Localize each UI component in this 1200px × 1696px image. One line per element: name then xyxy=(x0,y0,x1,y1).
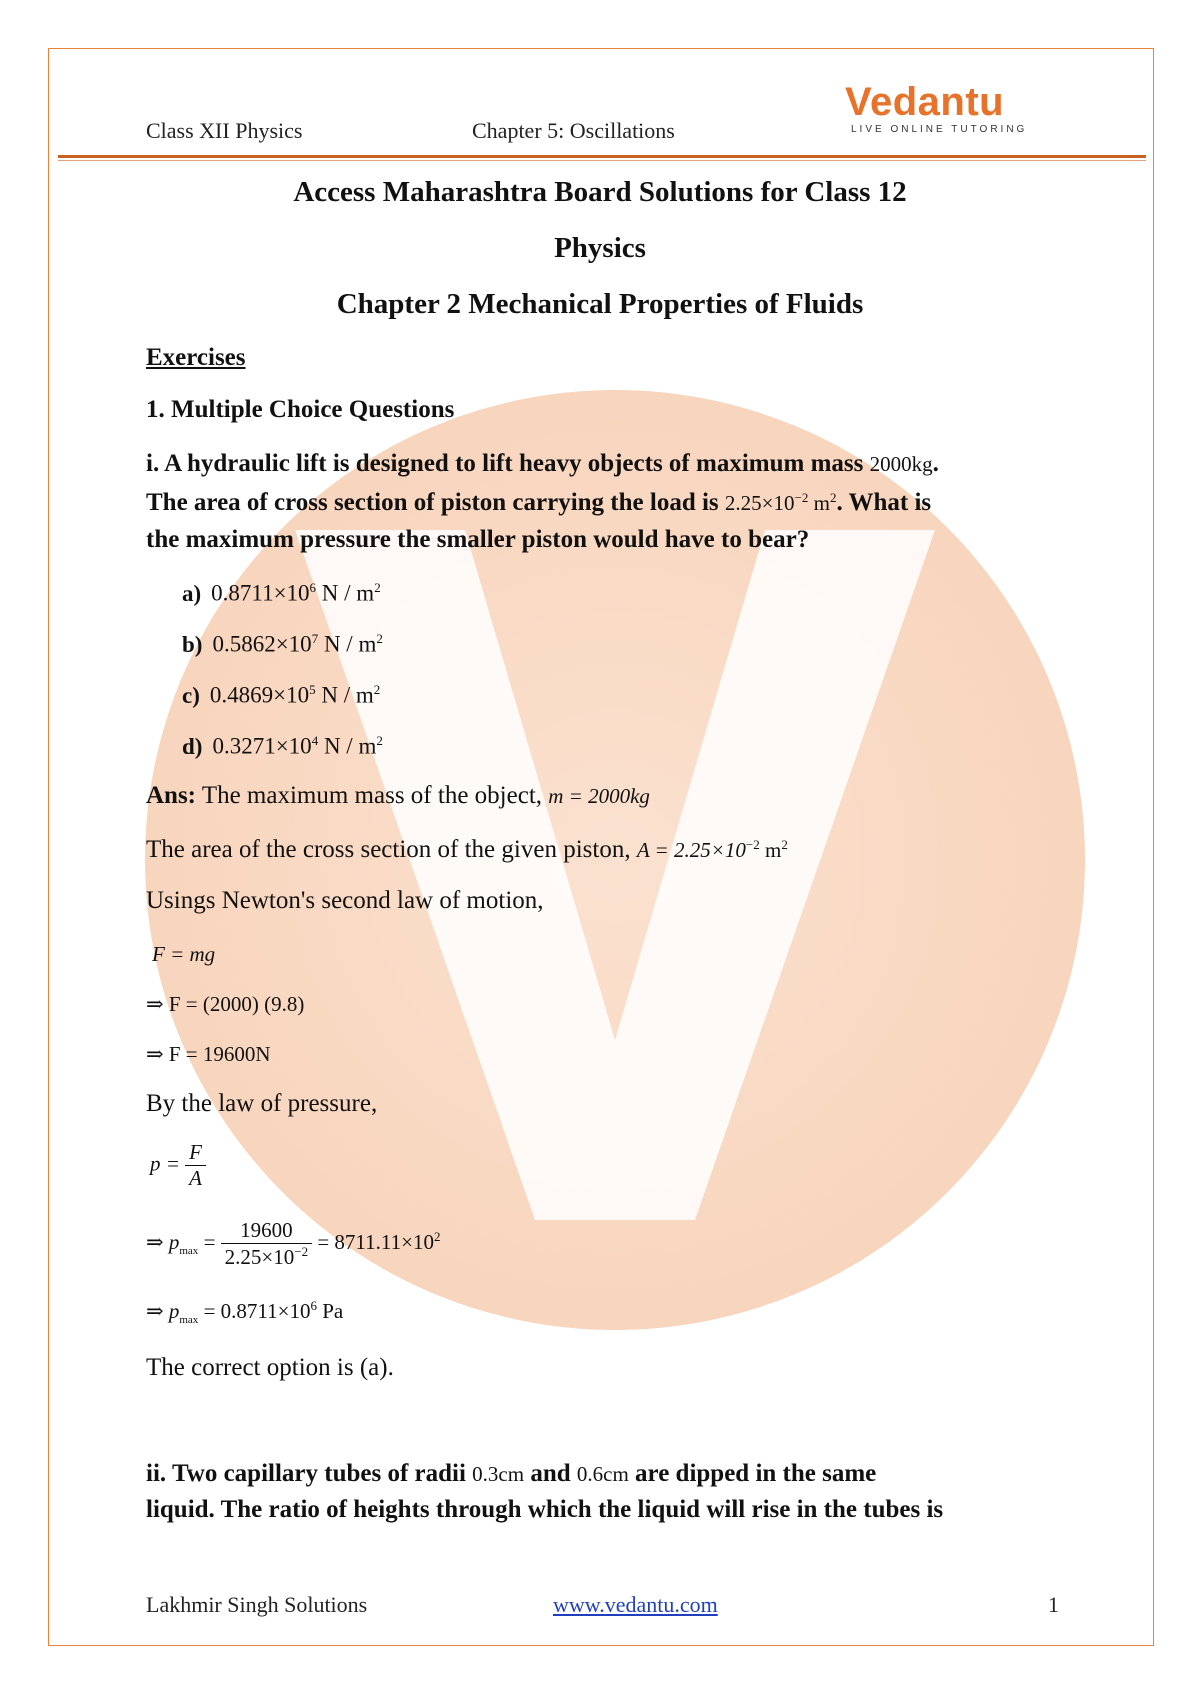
option-label: d) xyxy=(182,733,203,759)
header-class: Class XII Physics xyxy=(146,118,303,143)
footer-link[interactable]: www.vedantu.com xyxy=(553,1592,718,1617)
pmax-fraction xyxy=(221,1218,312,1270)
q1-mass: 2000kg xyxy=(869,452,933,476)
q2-part-2: and xyxy=(524,1460,577,1487)
header-chapter: Chapter 5: Oscillations xyxy=(472,118,675,143)
pmax-den-exp: −2 xyxy=(294,1244,309,1259)
section-heading: Exercises xyxy=(146,344,246,371)
area-text: The area of the cross section of the given piston, xyxy=(146,836,637,863)
option-unit-exp: 2 xyxy=(374,580,381,595)
pmax-numerator: 19600 xyxy=(221,1218,312,1244)
final-prefix: ⇒ p xyxy=(146,1299,180,1323)
pressure-law-line: By the law of pressure, xyxy=(146,1090,378,1117)
page-number: 1 xyxy=(1048,1592,1059,1617)
option-value: 0.3271×10 xyxy=(212,733,312,759)
option-unit: N / m xyxy=(323,733,377,759)
logo-tagline: LIVE ONLINE TUTORING xyxy=(851,124,1028,135)
area-unit: m xyxy=(759,838,782,862)
question-1-line-2 xyxy=(146,489,931,517)
option-unit-exp: 2 xyxy=(376,733,383,748)
q1-text-2-end: . What is xyxy=(836,489,932,516)
option-exp: 7 xyxy=(311,631,319,646)
pressure-denominator: A xyxy=(189,1166,202,1190)
q2-radius-2: 0.6cm xyxy=(576,1462,629,1486)
answer-label: Ans: xyxy=(146,782,197,809)
question-1-line-1 xyxy=(146,450,939,478)
option-value: 0.5862×10 xyxy=(212,631,312,657)
option-label: b) xyxy=(182,631,203,657)
question-2-line-2: liquid. The ratio of heights through which the liquid will rise in the tubes is xyxy=(146,1496,944,1523)
q2-part-1: ii. Two capillary tubes of radii xyxy=(146,1460,473,1487)
pmax-final xyxy=(146,1298,343,1326)
option-unit: N / m xyxy=(323,631,377,657)
equation-1: F = mg xyxy=(152,942,216,966)
option-unit: N / m xyxy=(321,682,374,708)
pmax-denominator: 2.25×10 xyxy=(224,1245,295,1269)
equation-2: ⇒ F = (2000) (9.8) xyxy=(146,992,305,1016)
answer-area-line xyxy=(146,836,788,864)
question-2-line-1 xyxy=(146,1460,876,1488)
q1-area: 2.25×10 xyxy=(724,491,795,515)
header-rule xyxy=(58,155,1146,158)
footer-left: Lakhmir Singh Solutions xyxy=(146,1592,368,1617)
final-sub: max xyxy=(179,1314,199,1327)
pressure-lhs: p = xyxy=(150,1151,180,1176)
pmax-eq: = xyxy=(198,1229,216,1254)
option-b xyxy=(182,631,383,658)
area-unit-exp: 2 xyxy=(781,837,788,852)
area-exp: −2 xyxy=(745,837,760,852)
header-rule-thin xyxy=(58,160,1146,161)
answer-line-1 xyxy=(146,782,650,810)
conclusion-line: The correct option is (a). xyxy=(146,1354,394,1381)
q1-area-unit-exp: 2 xyxy=(829,490,837,505)
option-exp: 6 xyxy=(309,580,317,595)
title-line-2: Physics xyxy=(554,232,646,264)
logo-word: Vedantu xyxy=(845,80,1005,124)
q2-part-3: are dipped in the same xyxy=(628,1460,877,1487)
pmax-prefix: ⇒ p xyxy=(146,1229,180,1254)
pressure-formula xyxy=(150,1140,206,1191)
option-c xyxy=(182,682,380,709)
final-unit: Pa xyxy=(316,1299,344,1323)
area-value: A = 2.25×10 xyxy=(636,838,746,862)
final-exp: 6 xyxy=(310,1298,317,1313)
option-label: c) xyxy=(182,682,200,708)
option-unit-exp: 2 xyxy=(376,631,383,646)
q1-area-exp: −2 xyxy=(794,490,809,505)
q2-radius-1: 0.3cm xyxy=(472,1462,525,1486)
q1-text-1: i. A hydraulic lift is designed to lift heavy objects of maximum mass xyxy=(146,450,864,477)
option-unit: N / m xyxy=(321,580,375,606)
pressure-fraction xyxy=(185,1140,206,1191)
option-d xyxy=(182,733,383,760)
option-value: 0.8711×10 xyxy=(211,580,310,606)
subsection-heading: 1. Multiple Choice Questions xyxy=(146,396,455,423)
answer-mass: m = 2000kg xyxy=(548,784,650,808)
pmax-calculation xyxy=(146,1218,440,1270)
option-value: 0.4869×10 xyxy=(209,682,310,708)
option-label: a) xyxy=(182,580,202,606)
title-line-1: Access Maharashtra Board Solutions for Class 12 xyxy=(293,176,907,208)
q1-text-2: The area of cross section of piston carrying the load is xyxy=(146,489,719,516)
pmax-sub: max xyxy=(179,1245,199,1257)
vedantu-logo xyxy=(845,82,1055,135)
pmax-result-exp: 2 xyxy=(433,1228,441,1244)
pmax-result: = 8711.11×10 xyxy=(317,1229,434,1254)
equation-3: ⇒ F = 19600N xyxy=(146,1042,271,1066)
q1-period: . xyxy=(932,450,939,477)
pressure-numerator: F xyxy=(185,1140,206,1166)
option-a xyxy=(182,580,381,607)
answer-text: The maximum mass of the object, xyxy=(196,782,549,809)
q1-area-unit: m xyxy=(813,491,830,515)
title-line-3: Chapter 2 Mechanical Properties of Fluids xyxy=(336,288,864,320)
option-unit-exp: 2 xyxy=(373,682,381,697)
option-exp: 5 xyxy=(309,682,316,697)
question-1-line-3: the maximum pressure the smaller piston would have to bear? xyxy=(146,526,810,553)
option-exp: 4 xyxy=(311,733,319,748)
final-eq: = 0.8711×10 xyxy=(198,1299,311,1323)
newton-line: Usings Newton's second law of motion, xyxy=(146,887,544,914)
